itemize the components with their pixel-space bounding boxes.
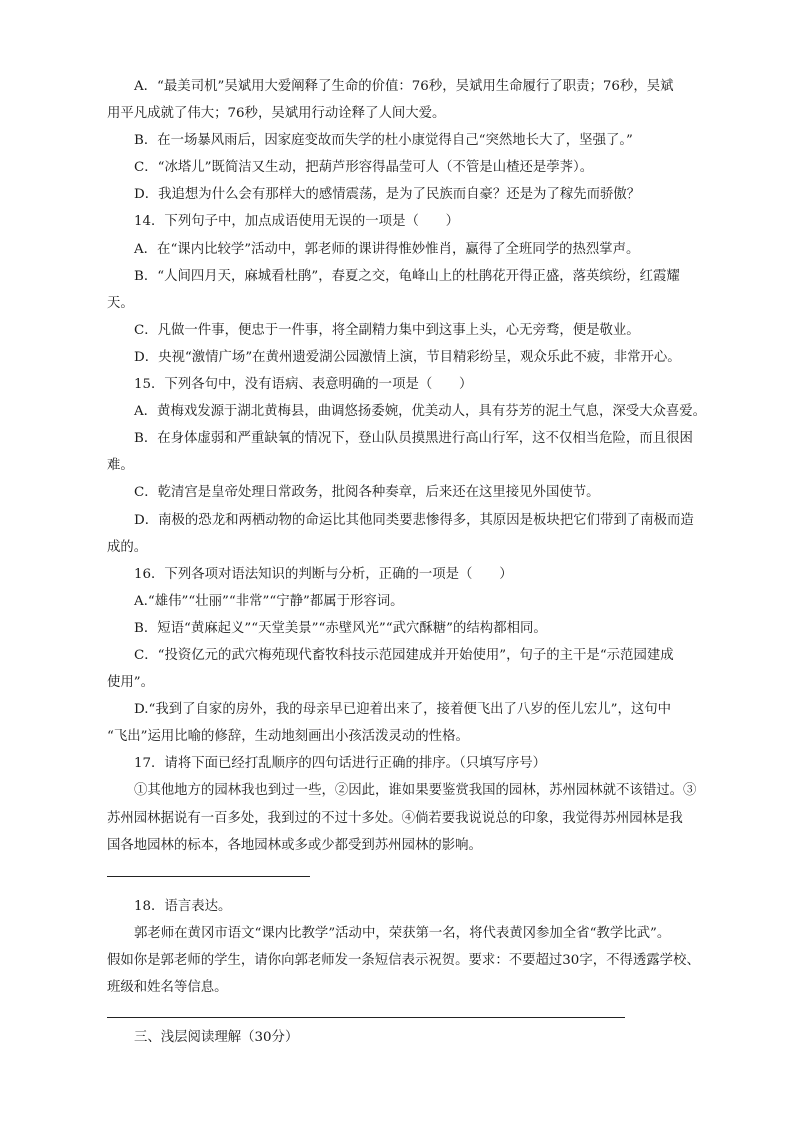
q17-stem: 17．请将下面已经打乱顺序的四句话进行正确的排序。（只填写序号） [134, 756, 547, 772]
q16-option-d-line1: D.“我到了自家的房外，我的母亲早已迎着出来了，接着便飞出了八岁的侄儿宏儿”，这句中 [134, 702, 672, 718]
q13-option-d: D．我追想为什么会有那样大的感情震荡，是为了民族而自豪？还是为了稼先而骄傲？ [134, 187, 641, 203]
q17-passage-line1: ①其他地方的园林我也到过一些，②因此，谁如果要鉴赏我国的园林，苏州园林就不该错过。③ [134, 783, 697, 799]
q14-option-d: D．央视“激情广场”在黄州遗爱湖公园激情上演，节目精彩纷呈，观众乐此不疲，非常开心。 [134, 349, 681, 365]
q15-option-c: C．乾清宫是皇帝处理日常政务，批阅各种奏章，后来还在这里接见外国使节。 [134, 485, 600, 501]
q16-option-a: A.“雄伟”“壮丽”“非常”“宁静”都属于形容词。 [134, 593, 404, 609]
q18-prompt-line1: 郭老师在黄冈市语文“课内比教学”活动中，荣获第一名，将代表黄冈参加全省“教学比武”。 [134, 925, 671, 941]
q13-option-a-line1: A．“最美司机”吴斌用大爱阐释了生命的价值：76秒，吴斌用生命履行了职责；76秒，吴斌 [134, 79, 674, 94]
q14-option-b-line1: B．“人间四月天，麻城看杜鹃”，春夏之交，龟峰山上的杜鹃花开得正盛，落英缤纷，红霞耀 [134, 268, 680, 284]
page-content [107, 73, 713, 1051]
spacer [107, 859, 713, 872]
question-18 [107, 893, 713, 1018]
question-15 [107, 371, 713, 561]
q18-answer-line[interactable] [107, 1017, 625, 1018]
section-3-heading: 三、浅层阅读理解（30分） [134, 1030, 299, 1046]
question-13-options [107, 73, 713, 208]
q18-prompt-line2: 假如你是郭老师的学生，请你向郭老师发一条短信表示祝贺。要求：不要超过30字，不得透露学校、 [107, 952, 700, 968]
q15-option-b-line2: 难。 [107, 458, 134, 474]
q17-passage-line3: 国各地园林的标本，各地园林或多或少都受到苏州园林的影响。 [107, 837, 482, 853]
q13-option-b: B．在一场暴风雨后，因家庭变故而失学的杜小康觉得自己“突然地长大了，坚强了。” [134, 133, 633, 149]
q14-option-a: A．在“课内比较学”活动中，郭老师的课讲得惟妙惟肖，赢得了全班同学的热烈掌声。 [134, 241, 640, 257]
q17-answer-line[interactable] [107, 876, 310, 877]
q15-option-d-line1: D．南极的恐龙和两栖动物的命运比其他同类要悲惨得多，其原因是板块把它们带到了南极而造 [134, 512, 694, 528]
q15-option-a: A．黄梅戏发源于湖北黄梅县，曲调悠扬委婉，优美动人，具有芬芳的泥土气息，深受大众喜爱。 [134, 404, 707, 420]
q17-passage-line2: 苏州园林据说有一百多处，我到过的不过十多处。④倘若要我说说总的印象，我觉得苏州园林是我 [107, 810, 683, 826]
question-14 [107, 208, 713, 371]
q15-stem: 15．下列各句中，没有语病、表意明确的一项是（ ） [134, 377, 473, 393]
q16-option-d-line2: “飞出”运用比喻的修辞，生动地刻画出小孩活泼灵动的性格。 [107, 729, 469, 745]
question-16 [107, 561, 713, 751]
q13-option-a-line2: 用平凡成就了伟大；76秒，吴斌用行动诠释了人间大爱。 [107, 106, 446, 122]
q13-option-c: C．“冰塔儿”既简洁又生动，把葫芦形容得晶莹可人（不管是山楂还是荸荠）。 [134, 160, 594, 176]
q18-stem: 18．语言表达。 [134, 898, 232, 914]
q15-option-b-line1: B．在身体虚弱和严重缺氧的情况下，登山队员摸黑进行高山行军，这不仅相当危险，而且很困 [134, 431, 693, 447]
question-17 [107, 750, 713, 876]
q14-option-c: C．凡做一件事，便忠于一件事，将全副精力集中到这事上头，心无旁骛，便是敬业。 [134, 322, 640, 338]
q16-option-b: B．短语“黄麻起义”“天堂美景”“赤壁风光”“武穴酥糖”的结构都相同。 [134, 620, 547, 636]
q15-option-d-line2: 成的。 [107, 539, 148, 555]
q16-option-c-line2: 使用”。 [107, 675, 155, 691]
q14-option-b-line2: 天。 [107, 295, 134, 311]
q16-option-c-line1: C．“投资亿元的武穴梅苑现代畜牧科技示范园建成并开始使用”，句子的主干是“示范园建成 [134, 647, 674, 663]
q16-stem: 16．下列各项对语法知识的判断与分析，正确的一项是（ ） [134, 566, 513, 582]
q18-prompt-line3: 班级和姓名等信息。 [107, 980, 228, 995]
q14-stem: 14．下列句子中，加点成语使用无误的一项是（ ） [134, 214, 460, 230]
